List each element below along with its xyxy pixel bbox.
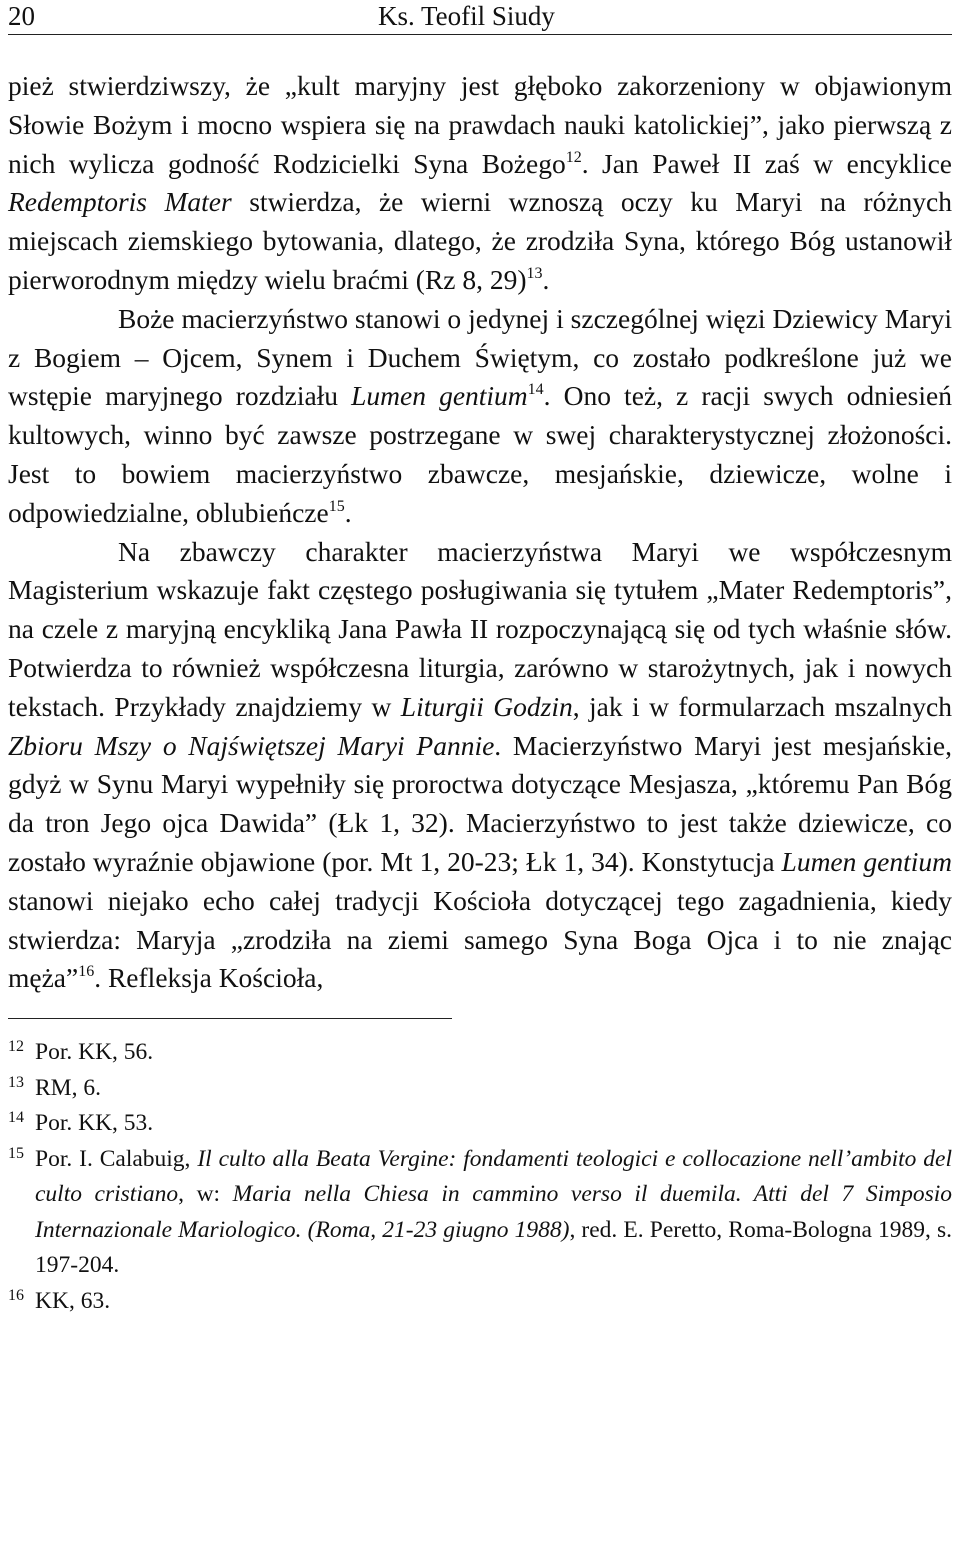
- text-span: Boże macierzyństwo stanowi o jedynej i szczególnej więzi Dziewicy Maryi z Bogiem – Ojcem, Synem i Duchem Świętym, co zostało podkreślone już we wstępie maryjnego rozdziału: [8, 302, 952, 412]
- footnote-number: 12: [8, 1038, 24, 1056]
- footnote-text: RM, 6.: [35, 1074, 101, 1101]
- text-span: . Ono też, z racji swych odniesień kultowych, winno być zawsze postrzegane w swej charakterystycznej złożoności. Jest to bowiem macierzyństwo zbawcze, mesjańskie, dziewicze, wolne i odpowiedzialne, oblubieńcze: [8, 380, 952, 528]
- running-header: [8, 0, 952, 35]
- body-text: [8, 67, 952, 998]
- footnote-ref-12: 12: [565, 148, 582, 166]
- italic-title: Lumen gentium: [781, 845, 952, 877]
- page: [8, 0, 952, 1319]
- footnote-ref-16: 16: [78, 963, 95, 981]
- footnote-number: 14: [8, 1109, 24, 1127]
- footnote-text: , red. E. Peretto, Roma-Bologna 1989, s. 197-204.: [35, 1216, 952, 1279]
- footnote-number: 16: [8, 1286, 24, 1304]
- footnote-15: [8, 1142, 952, 1284]
- paragraph-1: [8, 67, 952, 300]
- italic-title: Zbioru Mszy o Najświętszej Maryi Pannie: [8, 729, 495, 761]
- footnotes: [8, 1035, 952, 1319]
- footnote-text: KK, 63.: [35, 1287, 111, 1314]
- footnote-text: Por. KK, 53.: [35, 1110, 154, 1137]
- footnote-separator: [8, 1018, 452, 1019]
- text-span: stanowi niejako echo całej tradycji Kościoła dotyczącej tego zagadnienia, kiedy stwierdza: Maryja „zrodziła na ziemi samego Syna Boga Ojca i to nie znając męża”: [8, 884, 952, 994]
- footnote-text: Por. I. Calabuig,: [35, 1145, 198, 1172]
- text-span: . Macierzyństwo Maryi jest mesjańskie, gdyż w Synu Maryi wypełniły się proroctwa dotyczące Mesjasza, „któremu Pan Bóg da tron Jego ojca Dawida” (Łk 1, 32). Macierzyństwo to jest także dziewicze, co zostało wyraźnie objawione (por. Mt 1, 20-23; Łk 1, 34). Konstytucja: [8, 729, 952, 877]
- italic-title: Lumen gentium: [351, 380, 528, 412]
- page-number: 20: [8, 1, 35, 31]
- footnote-number: 15: [8, 1144, 24, 1162]
- footnote-14: [8, 1106, 952, 1142]
- running-title: Ks. Teofil Siudy: [378, 1, 555, 31]
- footnote-text: , w:: [178, 1181, 233, 1208]
- footnote-ref-13: 13: [526, 264, 543, 282]
- footnote-13: [8, 1071, 952, 1107]
- italic-title: Redemptoris Mater: [8, 186, 232, 218]
- footnote-ref-15: 15: [328, 497, 345, 515]
- text-span: .: [542, 263, 550, 295]
- footnote-12: [8, 1035, 952, 1071]
- footnote-italic: Il culto alla Beata Vergine: fondamenti teologici e collocazione nell’ambito del culto cristiano: [35, 1145, 952, 1208]
- paragraph-2: [8, 300, 952, 533]
- text-span: stwierdza, że wierni wznoszą oczy ku Maryi na różnych miejscach ziemskiego bytowania, dlatego, że zrodziła Syna, którego Bóg ustanowił pierworodnym między wielu braćmi (Rz 8, 29): [8, 186, 952, 295]
- footnote-16: [8, 1284, 952, 1320]
- footnote-text: Por. KK, 56.: [35, 1039, 154, 1066]
- text-span: pież stwierdziwszy, że „kult maryjny jest głęboko zakorzeniony w objawionym Słowie Bożym i mocno wspiera się na prawdach nauki katolickiej”, jako pierwszą z nich wylicza godność Rodzicielki Syna Bożego: [8, 70, 952, 179]
- footnote-ref-14: 14: [527, 381, 544, 399]
- paragraph-3: [8, 533, 952, 999]
- footnote-number: 13: [8, 1073, 24, 1091]
- italic-title: Liturgii Godzin: [400, 690, 573, 722]
- text-span: . Refleksja Kościoła,: [94, 962, 324, 994]
- text-span: , jak i w formularzach mszalnych: [572, 690, 952, 722]
- text-span: .: [344, 496, 352, 528]
- text-span: . Jan Paweł II zaś w encyklice: [581, 147, 952, 179]
- text-span: Na zbawczy charakter macierzyństwa Maryi we współczesnym Magisterium wskazuje fakt częstego posługiwania się tytułem „Mater Redemptoris”, na czele z maryjną encykliką Jana Pawła II rozpoczynającą się od tych właśnie słów. Potwierdza to również współczesna liturgia, zarówno w starożytnych, jak i nowych tekstach. Przykłady znajdziemy w: [8, 535, 952, 722]
- footnote-italic: Maria nella Chiesa in cammino verso il duemila. Atti del 7 Simposio Internazionale Mariologico. (Roma, 21-23 giugno 1988): [35, 1181, 953, 1243]
